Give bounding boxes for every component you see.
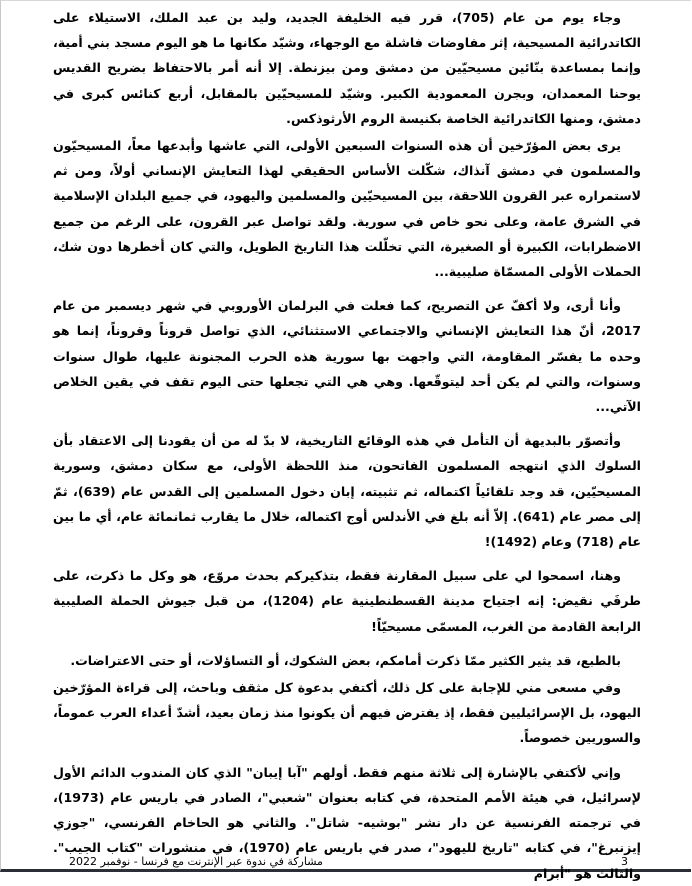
page-number: 3 xyxy=(621,855,628,868)
paragraph-doubts: بالطبع، قد يثير الكثير ممّا ذكرت أمامكم، بعض الشكوك، أو التساؤلات، أو حتى الاعتراضات. xyxy=(70,652,621,668)
paragraph-three-historians: وإني لأكتفي بالإشارة إلى ثلاثة منهم فقط. أولهم "آبا إيبان" الذي كان المندوب الدائم الأول لإسرائيل، في هيئة الأمم المتحدة، في كتابه بعنوان "شعبي"، الصادر في باريس عام (1973)، في ترجمته الفرنسية عن دار نشر "بوشيه- شاتل". والثاني هو الحاخام الفرنسي، "جوزي إيزنبرغ"، في كتابه "تاريخ لليهود"، صدر في باريس عام (1970)، في منشورات "كتاب الجيب". والثالث هو "أبرام xyxy=(53,764,641,881)
footer-caption: مشاركة في ندوة عبر الإنترنت مع فرنسا - نوفمبر 2022 xyxy=(69,855,323,868)
document-body xyxy=(53,5,641,886)
paragraph-coexistence-foundation: يرى بعض المؤرّخين أن هذه السنوات السبعين الأولى، التي عاشها وأبدعها معاً، المسيحيّون والمسلمون في دمشق آنذاك، شكّلت الأساس الحقيقي لهذا التعايش الإنساني أولاً، ومن ثم لاستمراره عبر القرون اللاحقة، بين المسيحيّين والمسلمين واليهود، في جميع البلدان الإسلامية في الشرق عامة، وعلى نحو خاص في سورية. ولقد تواصل عبر القرون، على الرغم من جميع الاضطرابات، الكبيرة أو الصغيرة، التي تخلّلت هذا التاريخ الطويل، والتي كان أخطرها دون شك، الحملات الأولى المسمّاة صليبية... xyxy=(53,138,641,280)
paragraph-umayyad-mosque: وجاء يوم من عام (705)، قرر فيه الخليفة الجديد، وليد بن عبد الملك، الاستيلاء على الكاتدرائية المسيحية، إثر مفاوضات فاشلة مع الوجهاء، وشيّد مكانها ما هو اليوم مسجد بني أمية، وإنما بمساعدة بنّائين مسيحيّين من دمشق ومن بيزنطة. إلا أنه أمر بالاحتفاظ بضريح القديس يوحنا المعمدان، وبجرن المعمودية الكبير. وشيّد للمسيحيّين بالمقابل، أربع كنائس كبرى في دمشق، ومنها الكاتدرائية الخاصة بكنيسة الروم الأرثوذكس. xyxy=(53,10,641,126)
page-footer xyxy=(53,854,641,870)
paragraph-jewish-historians: وفي مسعى مني للإجابة على كل ذلك، أكتفي بدعوة كل مثقف وباحث، إلى قراءة المؤرّخين اليهود، بل الإسرائيليين فقط، إذ يفترض فيهم أن يكونوا منذ زمان بعيد، أشدّ أعداء العرب عموماً، والسوريين خصوصاً. xyxy=(53,680,641,746)
paragraph-historical-facts: وأتصوّر بالبديهة أن التأمل في هذه الوقائع التاريخية، لا بدّ له من أن يقودنا إلى الاعتقاد بأن السلوك الذي انتهجه المسلمون الفاتحون، منذ اللحظة الأولى، مع سكان دمشق، وسورية المسيحيّين، قد وجد تلقائياً اكتماله، ثم تثبيته، إبان دخول المسلمين إلى القدس عام (639)، ثمّ إلى مصر عام (641). إلاّ أنه بلغ في الأندلس أوج اكتماله، خلال ما يقارب ثمانمائة عام، أي ما بين عام (718) وعام (1492)! xyxy=(53,433,642,550)
paragraph-constantinople: وهنا، اسمحوا لي على سبيل المقارنة فقط، بتذكيركم بحدث مروّع، هو وكل ما ذكرت، على طرفَي نقيض: إنه اجتياح مدينة القسطنطينية عام (1204)، من قبل جيوش الحملة الصليبية الرابعة القادمة من الغرب، المسمّى مسيحيّاً! xyxy=(53,568,641,634)
paragraph-european-parliament: وأنا أرى، ولا أكفّ عن التصريح، كما فعلت في البرلمان الأوروبي في شهر ديسمبر من عام 2017، أنّ هذا التعايش الإنساني والاجتماعي الاستثنائي، الذي تواصل قروناً وقروناً، إنما هو وحده ما يفسّر المقاومة، التي واجهت بها سورية هذه الحرب المجنونة عليها، طوال سنوات وسنوات، والتي لم يكن أحد ليتوقّعها. وهي هي التي تجعلها حتى اليوم تقف في يقين الخلاص الآتي... xyxy=(53,298,641,415)
